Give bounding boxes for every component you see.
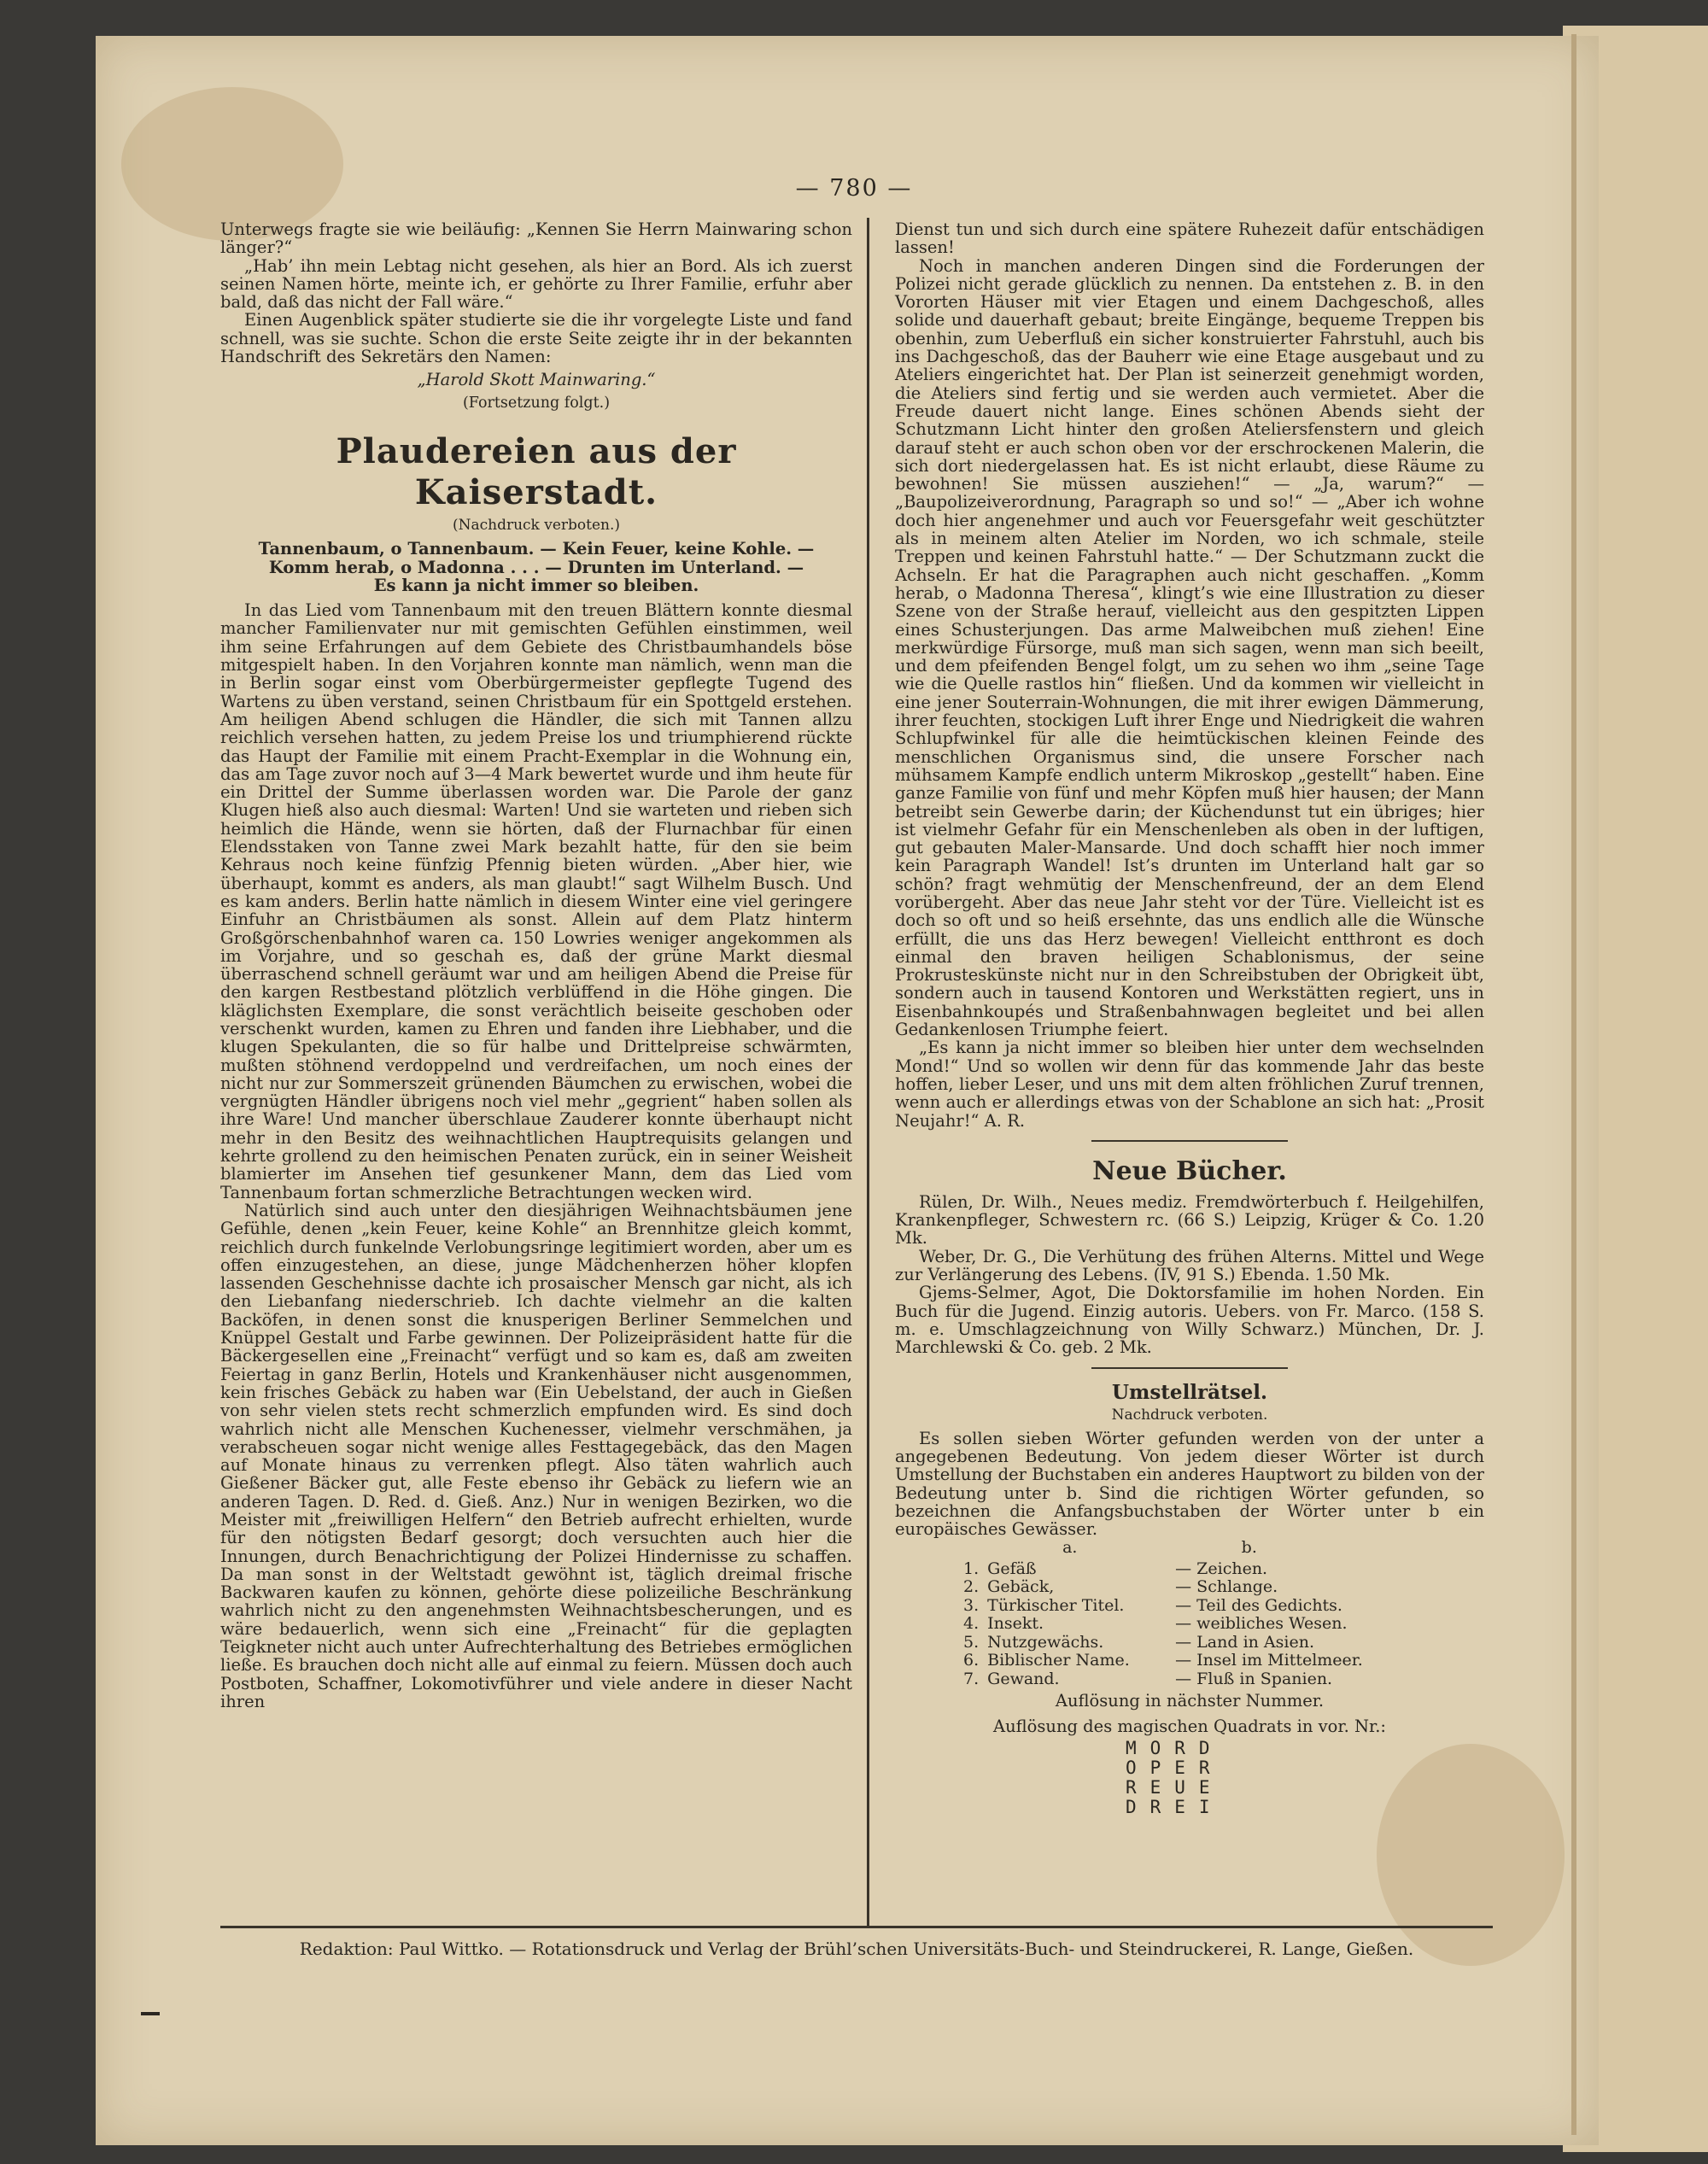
riddle-row: 4. Insekt. — weibliches Wesen. xyxy=(963,1614,1348,1634)
article-paragraph: „Es kann ja nicht immer so bleiben hier unter dem wechselnden Mond!“ Und so wollen wir denn für das kommende Jahr das beste hoffen, lieber Leser, und uns mit dem alten fröhlichen Zuruf trennen, wenn auch er allerdings etwas von der Schablone an sich hat: „Prosit Neujahr!“ A. R. xyxy=(895,1038,1484,1131)
article-paragraph: Dienst tun und sich durch eine spätere Ruhezeit dafür entschädigen lassen! xyxy=(895,219,1484,258)
riddle-row: 5. Nutzgewächs. — Land in Asien. xyxy=(963,1632,1314,1652)
solution-note: Auflösung in nächster Nummer. xyxy=(1055,1691,1325,1711)
magic-square-title: Auflösung des magischen Quadrats in vor. Nr.: xyxy=(992,1716,1387,1736)
books-title: Neue Bücher. xyxy=(1092,1155,1287,1186)
imprint-footer: Redaktion: Paul Wittko. — Rotationsdruck und Verlag der Brühl’schen Universitäts-Buch- und Steindruckerei, R. Lange, Gießen. xyxy=(299,1939,1414,1959)
article-title: Plaudereien aus der Kaiserstadt. xyxy=(336,430,737,512)
magic-row: REUE xyxy=(1126,1776,1224,1798)
riddle-note: Nachdruck verboten. xyxy=(1111,1406,1268,1424)
riddle-row: 6. Biblischer Name. — Insel im Mittelmeer. xyxy=(963,1651,1363,1670)
riddle-table xyxy=(963,1560,1372,1689)
story-signature: „Harold Skott Mainwaring.“ xyxy=(417,370,656,390)
magic-square xyxy=(1126,1739,1484,1817)
left-column xyxy=(220,220,852,1711)
continued-note: (Fortsetzung folgt.) xyxy=(462,394,611,412)
footer-rule xyxy=(220,1926,1493,1928)
book-entry: Weber, Dr. G., Die Verhütung des frühen Alterns. Mittel und Wege zur Verlängerung des Lebens. (IV, 91 S.) Ebenda. 1.50 Mk. xyxy=(895,1246,1484,1285)
story-paragraph: Unterwegs fragte sie wie beiläufig: „Kennen Sie Herrn Mainwaring schon länger?“ xyxy=(220,219,852,258)
riddle-row: 1. Gefäß — Zeichen. xyxy=(963,1559,1268,1578)
page-number: — 780 — xyxy=(795,175,913,202)
book-entry: Gjems-Selmer, Agot, Die Doktorsfamilie im hohen Norden. Ein Buch für die Jugend. Einzig autoris. Uebers. von Fr. Marco. (158 S. m. e. Umschlagzeichnung von Willy Schwarz.) München, Dr. J. Marchlewski & Co. geb. 2 Mk. xyxy=(895,1283,1484,1358)
article-paragraph: Noch in manchen anderen Dingen sind die Forderungen der Polizei nicht gerade glücklich zu nennen. Da entstehen z. B. in den Vororten Häuser mit vier Etagen und einem Dachgeschoß, alles solide und dauerhaft gebaut; breite Eingänge, bequeme Treppen bis obenhin, zum Ueberfluß ein sicher konstruierter Fahrstuhl, auch bis ins Dachgeschoß, das der Bauherr wie eine Etage ausgebaut und zu Ateliers eingerichtet hat. Der Plan ist seinerzeit genehmigt worden, die Ateliers sind fertig und sie werden auch vermietet. Aber die Freude dauert nicht lange. Eines schönen Abends sieht der Schutzmann Licht hinter den großen Ateliersfenstern und gleich darauf steht er auch schon oben vor der erschrockenen Malerin, die sich dort niedergelassen hat. Es ist nicht erlaubt, diese Räume zu bewohnen! Sie müssen ausziehen!“ — „Ja, warum?“ — „Baupolizeiverordnung, Paragraph so und so!“ — „Aber ich wohne doch hier angenehmer und auch vor Feuersgefahr weit geschützter als in meinem alten Atelier im Norden, wo ich schmale, steile Treppen und keinen Fahrstuhl hatte.“ — Der Schutzmann zuckt die Achseln. Er hat die Paragraphen auch nicht geschaffen. „Komm herab, o Madonna Theresa“, klingt’s wie eine Illustration zu dieser Szene von der Straße herauf, vielleicht aus den gespitzten Lippen eines Schusterjungen. Das arme Malweibchen muß ziehen! Eine merkwürdige Fürsorge, muß man sich sagen, wenn man sich beeilt, und dem pfeifenden Bengel folgt, um zu sehen wo ihm „seine Tage wie die Quelle rastlos hin“ fließen. Und da kommen wir vielleicht in eine jener Souterrain-Wohnungen, die mit ihrer ewigen Dämmerung, ihrer feuchten, stockigen Luft ihrer Enge und Niedrigkeit die wahren Schlupfwinkel für alle die heimtückischen kleinen Feinde des menschlichen Organismus sind, die unsere Forscher nach mühsamem Kampfe endlich unterm Mikroskop „gestellt“ haben. Eine ganze Familie von fünf und mehr Köpfen muß hier hausen; der Mann betreibt sein Gewerbe darin; der Küchendunst tut ein übriges; hier ist vielmehr Gefahr für ein Menschenleben als oben in der luftigen, gut gebauten Maler-Mansarde. Und doch schafft hier noch immer kein Paragraph Wandel! Ist’s drunten im Unterland halt gar so schön? fragt wehmütig der Menschenfreund, der an dem Elend vorübergeht. Aber das neue Jahr steht vor der Türe. Vielleicht ist es doch so oft und so heiß ersehnte, das uns endlich alle die Wünsche erfüllt, die uns das Herz bewegen! Vielleicht entthront es doch einmal den braven heiligen Schablonismus, der seine Prokrusteskünste nicht nur in den Schreibstuben der Obrigkeit übt, sondern auch in tausend Kontoren und Werkstätten regiert, uns in Eisenbahnkoupés und Straßenbahnwagen begleitet und bei allen Gedankenlosen Triumphe feiert. xyxy=(895,255,1484,1040)
riddle-title: Umstellrätsel. xyxy=(1111,1380,1268,1404)
article-paragraph: In das Lied vom Tannenbaum mit den treuen Blättern konnte diesmal mancher Familienvater nur mit gemischten Gefühlen einstimmen, weil ihm seine Erfahrungen auf dem Gebiete des Christbaumhandels böse mitgespielt haben. In den Vorjahren konnte man nämlich, wenn man die in Berlin sogar einst vom Oberbürgermeister gepflegte Tugend des Wartens zu üben verstand, seinen Christbaum für ein Spottgeld erstehen. Am heiligen Abend schlugen die Händler, die sich mit Tannen allzu reichlich versehen hatten, zu jedem Preise los und triumphierend rückte das Haupt der Familie mit einem Pracht-Exemplar in die Wohnung ein, das am Tage zuvor noch auf 3—4 Mark bewertet wurde und ihm heute für ein Drittel der Summe überlassen worden war. Die Parole der ganz Klugen hieß also auch diesmal: Warten! Und sie warteten und rieben sich heimlich die Hände, wenn sie hörten, daß der Flurnachbar für einen Elendsstaken von Tanne zwei Mark bezahlt hatte, für den sie beim Kehraus noch keine fünfzig Pfennig bieten würden. „Aber hier, wie überhaupt, kommt es anders, als man glaubt!“ sagt Wilhelm Busch. Und es kam anders. Berlin hatte nämlich in diesem Winter eine viel geringere Einfuhr an Christbäumen als sonst. Allein auf dem Platz hinterm Großgörschenbahnhof waren ca. 150 Lowries weniger angekommen als im Vorjahre, und so geschah es, daß der grüne Markt diesmal überraschend schnell geräumt war und am heiligen Abend die Preise für den kargen Restbestand plötzlich verblüffend in die Höhe gingen. Die kläglichsten Exemplare, die sonst verächtlich beiseite geschoben oder verschenkt wurden, kamen zu Ehren und fanden ihre Liebhaber, und die klugen Spekulanten, die so für halbe und Drittelpreise schwärmten, mußten stöhnend verdoppelnd und verdreifachen, um noch eines der nicht nur zur Sommerszeit grünenden Bäumchen zu erwischen, wobei die vergnügten Händler übrigens noch viel mehr „gegrient“ haben sollen als ihre Ware! Und mancher überschlaue Zauderer konnte überhaupt nicht mehr in den Besitz des weihnachtlichen Hauptrequisits gelangen und kehrte grollend zu den heimischen Penaten zurück, ein in seiner Weisheit blamierter im Ansehen tief gesunkener Mann, dem das Lied vom Tannenbaum fortan schmerzliche Betrachtungen wecken wird. xyxy=(220,600,852,1202)
magic-row: MORD xyxy=(1126,1737,1224,1758)
article-paragraph: Natürlich sind auch unter den diesjährigen Weihnachtsbäumen jene Gefühle, denen „kein Feuer, keine Kohle“ an Brennhitze gleich kommt, reichlich durch funkelnde Verlobungsringe legitimiert worden, aber um es offen einzugestehen, an diese, junge Mädchenherzen höher klopfen lassenden Geschehnisse dachte ich prosaischer Mensch gar nicht, als ich den Liebanfang niederschrieb. Ich dachte vielmehr an die kalten Backöfen, in denen sonst die knusperigen Berliner Semmelchen und Knüppel Gestalt und Farbe gewinnen. Der Polizeipräsident hatte für die Bäckergesellen eine „Freinacht“ verfügt und so kam es, daß am zweiten Feiertag in ganz Berlin, Hotels und Krankenhäuser nicht ausgenommen, kein frisches Gebäck zu haben war (Ein Uebelstand, der auch in Gießen von sehr vielen stets recht schmerzlich empfunden wird. Es sind doch wahrlich nicht alle Menschen Kuchenesser, vielmehr verschmähen, ja verabscheuen sogar nicht wenige alles Festtagegebäck, das den Magen auf Monate hinaus zu verrenken pflegt. Also täten wahrlich auch Gießener Bäcker gut, alle Feste ebenso ihr Gebäck zu liefern wie an anderen Tagen. D. Red. d. Gieß. Anz.) Nur in wenigen Bezirken, wo die Meister mit „freiwilligen Helfern“ den Betrieb aufrecht erhielten, wurde für den nötigsten Bedarf gesorgt; doch versuchten auch hier die Innungen, durch Benachrichtigung der Polizei Hindernisse zu schaffen. Da man sonst in der Weltstadt gewöhnt ist, täglich dreimal frische Backwaren kaufen zu können, gehörte diese polizeiliche Beschränkung wahrlich nicht zu den angenehmsten Weihnachtsbescherungen, und es wäre bedauerlich, wenn sich eine „Freinacht“ für die geplagten Teigkneter nicht auch unter Aufrechterhaltung des Betriebes ermöglichen ließe. Es brauchen doch nicht alle auf einmal zu feiern. Müssen doch auch Postboten, Schaffner, Lokomotivführer und viele andere in dieser Nacht ihren xyxy=(220,1200,852,1711)
section-divider xyxy=(1091,1367,1288,1369)
reprint-note: (Nachdruck verboten.) xyxy=(452,516,621,534)
section-divider xyxy=(1091,1140,1288,1142)
topic-line: Es kann ja nicht immer so bleiben. xyxy=(373,575,699,595)
right-column xyxy=(895,220,1484,1817)
page-fold xyxy=(1571,34,1576,2135)
riddle-row: 7. Gewand. — Fluß in Spanien. xyxy=(963,1669,1333,1688)
riddle-row: 2. Gebäck, — Schlange. xyxy=(963,1577,1278,1597)
story-paragraph: Einen Augenblick später studierte sie die ihr vorgelegte Liste und fand schnell, was sie suchte. Schon die erste Seite zeigte ihr in der bekannten Handschrift des Sekretärs den Namen: xyxy=(220,310,852,367)
topic-line: Tannenbaum, o Tannenbaum. — Kein Feuer, keine Kohle. — xyxy=(258,539,815,559)
magic-row: DREI xyxy=(1126,1796,1224,1817)
riddle-intro: Es sollen sieben Wörter gefunden werden von der unter a angegebenen Bedeutung. Von jedem dieser Wörter ist durch Umstellung der Buchstaben ein anderes Hauptwort zu bilden von der Bedeutung unter b. Sind die richtigen Wörter gefunden, so bezeichnen die Anfangsbuchstaben der Wörter unter b ein europäisches Gewässer. xyxy=(895,1428,1484,1540)
column-rule xyxy=(867,218,869,1926)
column-a-label: a. xyxy=(1062,1537,1078,1557)
riddle-column-headers xyxy=(980,1539,1339,1557)
riddle-row: 3. Türkischer Titel. — Teil des Gedichts. xyxy=(963,1595,1342,1615)
paper-stain xyxy=(121,87,343,241)
story-paragraph: „Hab’ ihn mein Lebtag nicht gesehen, als hier an Bord. Als ich zuerst seinen Namen hörte, meinte ich, er gehörte zu Ihrer Familie, erfuhr aber bald, daß das nicht der Fall wäre.“ xyxy=(220,255,852,313)
topic-line: Komm herab, o Madonna . . . — Drunten im Unterland. — xyxy=(268,557,804,577)
column-b-label: b. xyxy=(1241,1537,1257,1557)
magic-row: OPER xyxy=(1126,1757,1224,1778)
book-entry: Rülen, Dr. Wilh., Neues mediz. Fremdwörterbuch f. Heilgehilfen, Krankenpfleger, Schwestern rc. (66 S.) Leipzig, Krüger & Co. 1.20 Mk. xyxy=(895,1191,1484,1249)
margin-mark xyxy=(141,2012,160,2015)
